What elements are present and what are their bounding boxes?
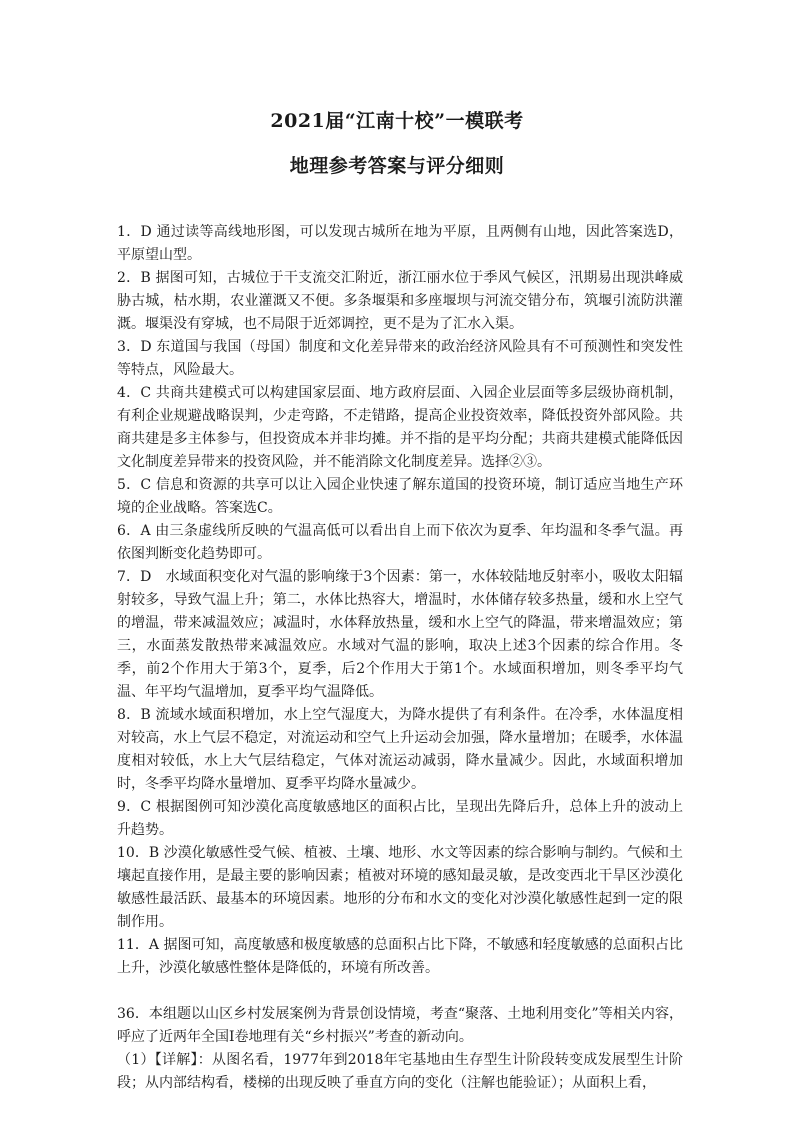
answer-item-9: 9．C 根据图例可知沙漠化高度敏感地区的面积占比，呈现出先降后升，总体上升的波动上升趋势。 [117, 799, 683, 838]
document-subtitle: 地理参考答案与评分细则 [289, 155, 505, 177]
answer-item-6: 6．A 由三条虚线所反映的气温高低可以看出自上而下依次为夏季、年均温和冬季气温。再依图判断变化趋势即可。 [117, 523, 683, 562]
answer-item-11: 11．A 据图可知，高度敏感和极度敏感的总面积占比下降，不敏感和轻度敏感的总面积占比上升，沙漠化敏感性整体是降低的，环境有所改善。 [117, 937, 683, 976]
answer-item-5: 5．C 信息和资源的共享可以让入园企业快速了解东道国的投资环境，制订适应当地生产环境的企业战略。答案选C。 [117, 477, 683, 516]
answer-item-2: 2．B 据图可知，古城位于干支流交汇附近，浙江丽水位于季风气候区，汛期易出现洪峰威胁古城，枯水期，农业灌溉又不便。多条堰渠和多座堰坝与河流交错分布，筑堰引流防洪灌溉。堰渠没有穿城，也不局限于近郊调控，更不是为了汇水入渠。 [117, 270, 683, 332]
answer-item-8: 8．B 流域水域面积增加，水上空气湿度大，为降水提供了有利条件。在冷季，水体温度相对较高，水上气层不稳定，对流运动和空气上升运动会加强，降水量增加；在暖季，水体温度相对较低，水上大气层结稳定，气体对流运动减弱，降水量减少。因此，水域面积增加时，冬季平均降水量增加、夏季平均降水量减少。 [117, 707, 683, 792]
answer-item-36-1: （1）【详解】：从图名看，1977年到2018年宅基地由生存型生计阶段转变成发展型生计阶段；从内部结构看，楼梯的出现反映了垂直方向的变化（注解也能验证）；从面积上看， [117, 1052, 683, 1091]
paragraph-gap [117, 980, 683, 1003]
answer-list [117, 221, 683, 1095]
answer-item-4: 4．C 共商共建模式可以构建国家层面、地方政府层面、入园企业层面等多层级协商机制，有利企业规避战略误判，少走弯路，不走错路，提高企业投资效率，降低投资外部风险。共商共建是多主体参与，但投资成本并非均摊。并不指的是平均分配；共商共建模式能降低因文化制度差异带来的投资风险，并不能消除文化制度差异。选择②③。 [117, 385, 683, 470]
answer-item-10: 10．B 沙漠化敏感性受气候、植被、土壤、地形、水文等因素的综合影响与制约。气候和土壤起直接作用，是最主要的影响因素；植被对环境的感知最灵敏，是改变西北干旱区沙漠化敏感性最活跃、最基本的环境因素。地形的分布和水文的变化对沙漠化敏感性起到一定的限制作用。 [117, 845, 683, 930]
answer-item-7: 7．D 水域面积变化对气温的影响缘于3个因素：第一，水体较陆地反射率小，吸收太阳辐射较多，导致气温上升；第二，水体比热容大，增温时，水体储存较多热量，缓和水上空气的增温，带来减温效应；减温时，水体释放热量，缓和水上空气的降温，带来增温效应；第三，水面蒸发散热带来减温效应。水域对气温的影响，取决上述3个因素的综合作用。冬季，前2个作用大于第3个，夏季，后2个作用大于第1个。水域面积增加，则冬季平均气温、年平均气温增加，夏季平均气温降低。 [117, 569, 683, 700]
answer-item-3: 3．D 东道国与我国（母国）制度和文化差异带来的政治经济风险具有不可预测性和突发性等特点，风险最大。 [117, 339, 683, 378]
answer-item-36-intro: 36．本组题以山区乡村发展案例为背景创设情境，考查“聚落、土地利用变化”等相关内容，呼应了近两年全国Ⅰ卷地理有关“乡村振兴”考查的新动向。 [117, 1006, 683, 1045]
answer-item-1: 1．D 通过读等高线地形图，可以发现古城所在地为平原，且两侧有山地，因此答案选D，平原望山型。 [117, 224, 683, 263]
document-title: 2021届“江南十校”一模联考 [270, 110, 524, 132]
